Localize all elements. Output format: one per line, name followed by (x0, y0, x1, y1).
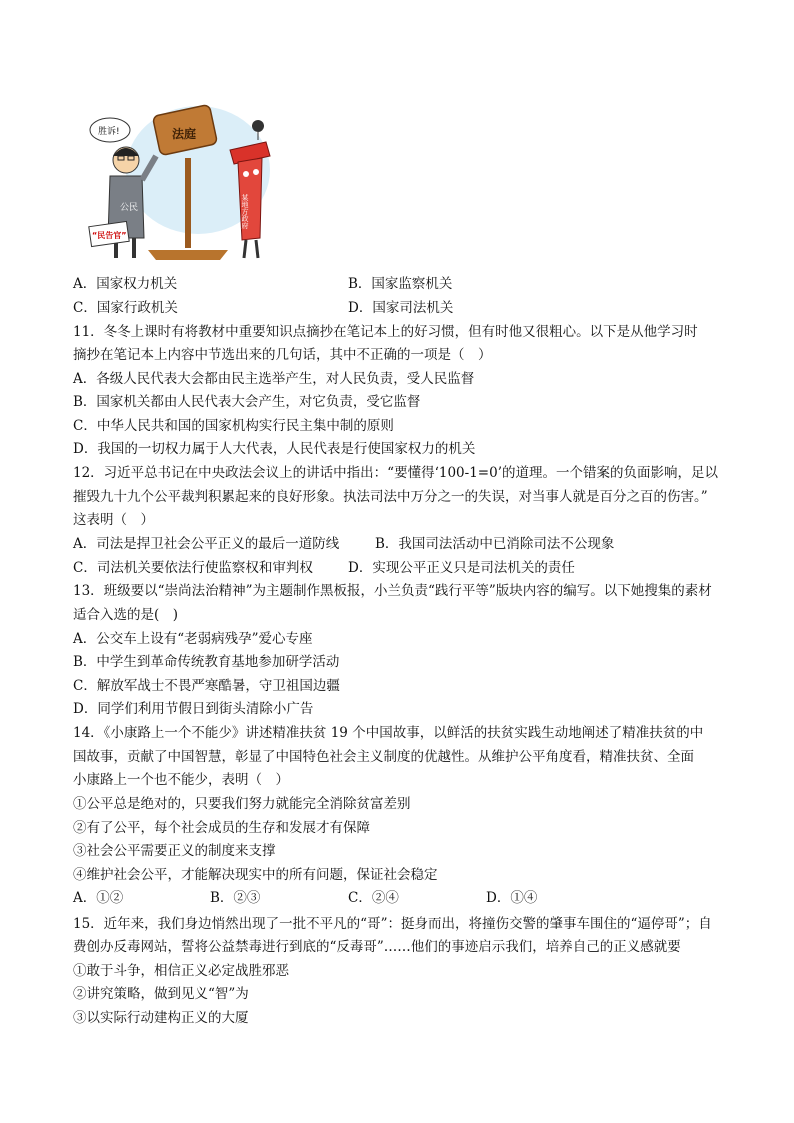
q10-option-d[interactable]: D．国家司法机关 (348, 300, 454, 316)
q10-option-c[interactable]: C．国家行政机关 (73, 300, 178, 316)
q14-item-3: ③社会公平需要正义的制度来支撑 (73, 843, 276, 859)
q14-option-d[interactable]: D．①④ (486, 890, 538, 906)
q11-option-c[interactable]: C．中华人民共和国的国家机构实行民主集中制的原则 (73, 418, 394, 434)
q11-option-b[interactable]: B．国家机关都由人民代表大会产生，对它负责，受它监督 (73, 394, 421, 410)
q13-stem-line-1: 13．班级要以“崇尚法治精神”为主题制作黑板报，小兰负责“践行平等”版块内容的编写。以下她搜集的素材 (73, 583, 712, 599)
q13-option-c[interactable]: C．解放军战士不畏严寒酷暑，守卫祖国边疆 (73, 678, 340, 694)
citizen-label: 公民 (120, 203, 139, 213)
q12-option-b[interactable]: B．我国司法活动中已消除司法不公现象 (375, 536, 615, 552)
q11-stem-line-2: 摘抄在笔记本上内容中节选出来的几句话，其中不正确的一项是（ ） (73, 347, 492, 363)
q12-options-row-1 (73, 533, 723, 555)
q13-option-b[interactable]: B．中学生到革命传统教育基地参加研学活动 (73, 654, 340, 670)
q14-item-2: ②有了公平，每个社会成员的生存和发展才有保障 (73, 820, 370, 836)
q10-option-b[interactable]: B．国家监察机关 (348, 276, 453, 292)
q11-option-a[interactable]: A．各级人民代表大会都由民主选举产生，对人民负责，受人民监督 (73, 371, 475, 387)
q15-item-2: ②讲究策略，做到见义“智”为 (73, 986, 249, 1002)
q12-option-c[interactable]: C．司法机关要依法行使监察权和审判权 (73, 560, 313, 576)
paper-label: “民告官” (92, 231, 127, 240)
q14-options-row (73, 887, 723, 909)
q11-option-d[interactable]: D．我国的一切权力属于人大代表，人民代表是行使国家权力的机关 (73, 441, 476, 457)
defendant-label: 某地方政府 (241, 194, 249, 229)
gavel-label: 法庭 (172, 127, 197, 141)
q12-option-d[interactable]: D．实现公平正义只是司法机关的责任 (348, 560, 575, 576)
q12-stem-line-1: 12．习近平总书记在中央政法会议上的讲话中指出：“要懂得‘100-1=0’的道理。一个错案的负面影响，足以 (73, 465, 718, 481)
q13-option-a[interactable]: A．公交车上设有“老弱病残孕”爱心专座 (73, 631, 313, 647)
q14-item-4: ④维护社会公平，才能解决现实中的所有问题，保证社会稳定 (73, 867, 438, 883)
speech-text: 胜诉! (98, 127, 120, 137)
speech-bubble (90, 118, 130, 142)
q13-stem-line-2: 适合入选的是( ) (73, 607, 179, 623)
q13-option-d[interactable]: D．同学们利用节假日到街头清除小广告 (73, 701, 314, 717)
q14-stem-line-2: 国故事，贡献了中国智慧，彰显了中国特色社会主义制度的优越性。从维护公平角度看，精准扶贫、全面 (73, 749, 694, 765)
q14-option-b[interactable]: B．②③ (210, 890, 261, 906)
q14-stem-line-3: 小康路上一个也不能少，表明（ ） (73, 772, 289, 788)
q10-option-a[interactable]: A．国家权力机关 (73, 276, 178, 292)
cartoon-illustration (88, 98, 288, 266)
q15-stem-line-2: 费创办反毒网站，誓将公益禁毒进行到底的“反毒哥”……他们的事迹启示我们，培养自己的正义感就要 (73, 939, 681, 955)
q11-stem-line-1: 11．冬冬上课时有将教材中重要知识点摘抄在笔记本上的好习惯，但有时他又很粗心。以下是从他学习时 (73, 324, 698, 340)
q12-stem-line-2: 摧毁九十九个公平裁判积累起来的良好形象。执法司法中万分之一的失误，对当事人就是百分之百的伤害。” (73, 489, 708, 505)
q12-option-a[interactable]: A．司法是捍卫社会公平正义的最后一道防线 (73, 536, 340, 552)
q12-stem-line-3: 这表明（ ） (73, 512, 154, 528)
q15-stem-line-1: 15．近年来，我们身边悄然出现了一批不平凡的“哥”：挺身而出，将撞伤交警的肇事车围住的“逼停哥”；自 (73, 916, 712, 932)
q12-options-row-2 (73, 557, 723, 579)
q14-option-c[interactable]: C．②④ (348, 890, 399, 906)
q15-item-1: ①敢于斗争，相信正义必定战胜邪恶 (73, 963, 289, 979)
q15-item-3: ③以实际行动建构正义的大厦 (73, 1010, 249, 1026)
q14-stem-line-1: 14．《小康路上一个不能少》讲述精准扶贫 19 个中国故事，以鲜活的扶贫实践生动地阐述了精准扶贫的中 (73, 725, 704, 741)
q14-item-1: ①公平总是绝对的，只要我们努力就能完全消除贫富差别 (73, 796, 411, 812)
q14-option-a[interactable]: A．①② (73, 890, 124, 906)
